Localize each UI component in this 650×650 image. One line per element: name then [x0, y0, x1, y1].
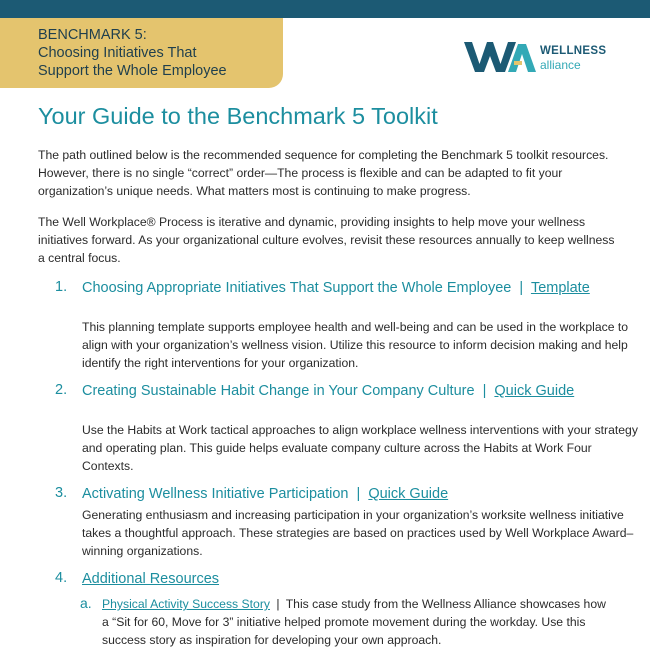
- item-number: 2.: [55, 382, 68, 398]
- intro-paragraph: The Well Workplace® Process is iterative and dynamic, providing insights to help move your wellness initiatives forward. As your organizational culture evolves, revisit these resources annually to keep wellness a central focus.: [38, 215, 615, 265]
- item-title: [82, 570, 602, 588]
- quick-guide-link[interactable]: Quick Guide: [368, 486, 449, 502]
- item-number: 1.: [55, 279, 68, 295]
- template-link[interactable]: Template: [530, 280, 590, 296]
- item-title-text: Activating Wellness Initiative Participation: [82, 486, 349, 502]
- sub-item-text: This case study from the Wellness Alliance showcases how a “Sit for 60, Move for 3” initiative helped promote movement during the workday. Use this success story as inspiration for developing your own approach.: [102, 597, 606, 647]
- item-separator: |: [482, 383, 487, 399]
- item-number: 4.: [55, 570, 68, 586]
- logo-text-wellness: WELLNESS: [540, 45, 607, 57]
- banner-line: Choosing Initiatives That: [38, 45, 197, 61]
- quick-guide-link[interactable]: Quick Guide: [494, 383, 575, 399]
- item-description: Use the Habits at Work tactical approaches to align workplace wellness interventions with your strategy and operating plan. This guide helps evaluate company culture across the Habits at Work Four Contexts.: [82, 423, 638, 473]
- banner-line: BENCHMARK 5:: [38, 27, 147, 43]
- item-title-text: Choosing Appropriate Initiatives That Support the Whole Employee: [82, 280, 512, 296]
- additional-resources-link[interactable]: Additional Resources: [82, 571, 220, 587]
- banner-line: Support the Whole Employee: [38, 63, 227, 79]
- intro-paragraph: The path outlined below is the recommended sequence for completing the Benchmark 5 toolkit resources. However, there is no single “correct” order—The process is flexible and can be adapted to fit your organization’s unique needs. What matters most is continuing to make progress.: [38, 148, 609, 198]
- item-description: This planning template supports employee health and well-being and can be used in the workplace to align with your organization’s wellness vision. Utilize this resource to inform decision making and help identify the right interventions for your organization.: [82, 320, 629, 370]
- benchmark-banner: [0, 18, 283, 88]
- item-separator: |: [519, 280, 524, 296]
- success-story-link[interactable]: Physical Activity Success Story: [102, 597, 270, 611]
- item-title-text: Creating Sustainable Habit Change in Your Company Culture: [82, 383, 475, 399]
- wellness-alliance-logo: [462, 36, 622, 78]
- sub-item-letter: a.: [80, 595, 92, 611]
- item-number: 3.: [55, 485, 68, 501]
- item-separator: |: [356, 486, 361, 502]
- sub-item-body: [102, 595, 612, 649]
- logo-text-alliance: alliance: [540, 58, 581, 72]
- item-description: Generating enthusiasm and increasing participation in your organization’s worksite wellness initiative takes a thoughtful approach. These strategies are based on practices used by Well Workplace Award–winning organizations.: [82, 508, 634, 558]
- top-bar: [0, 0, 650, 18]
- item-title: [82, 382, 602, 400]
- item-title: [82, 279, 602, 297]
- sub-item-separator: |: [276, 597, 280, 611]
- page-title: Your Guide to the Benchmark 5 Toolkit: [38, 103, 438, 129]
- item-title: [82, 485, 642, 503]
- wa-logo-icon: [462, 36, 540, 78]
